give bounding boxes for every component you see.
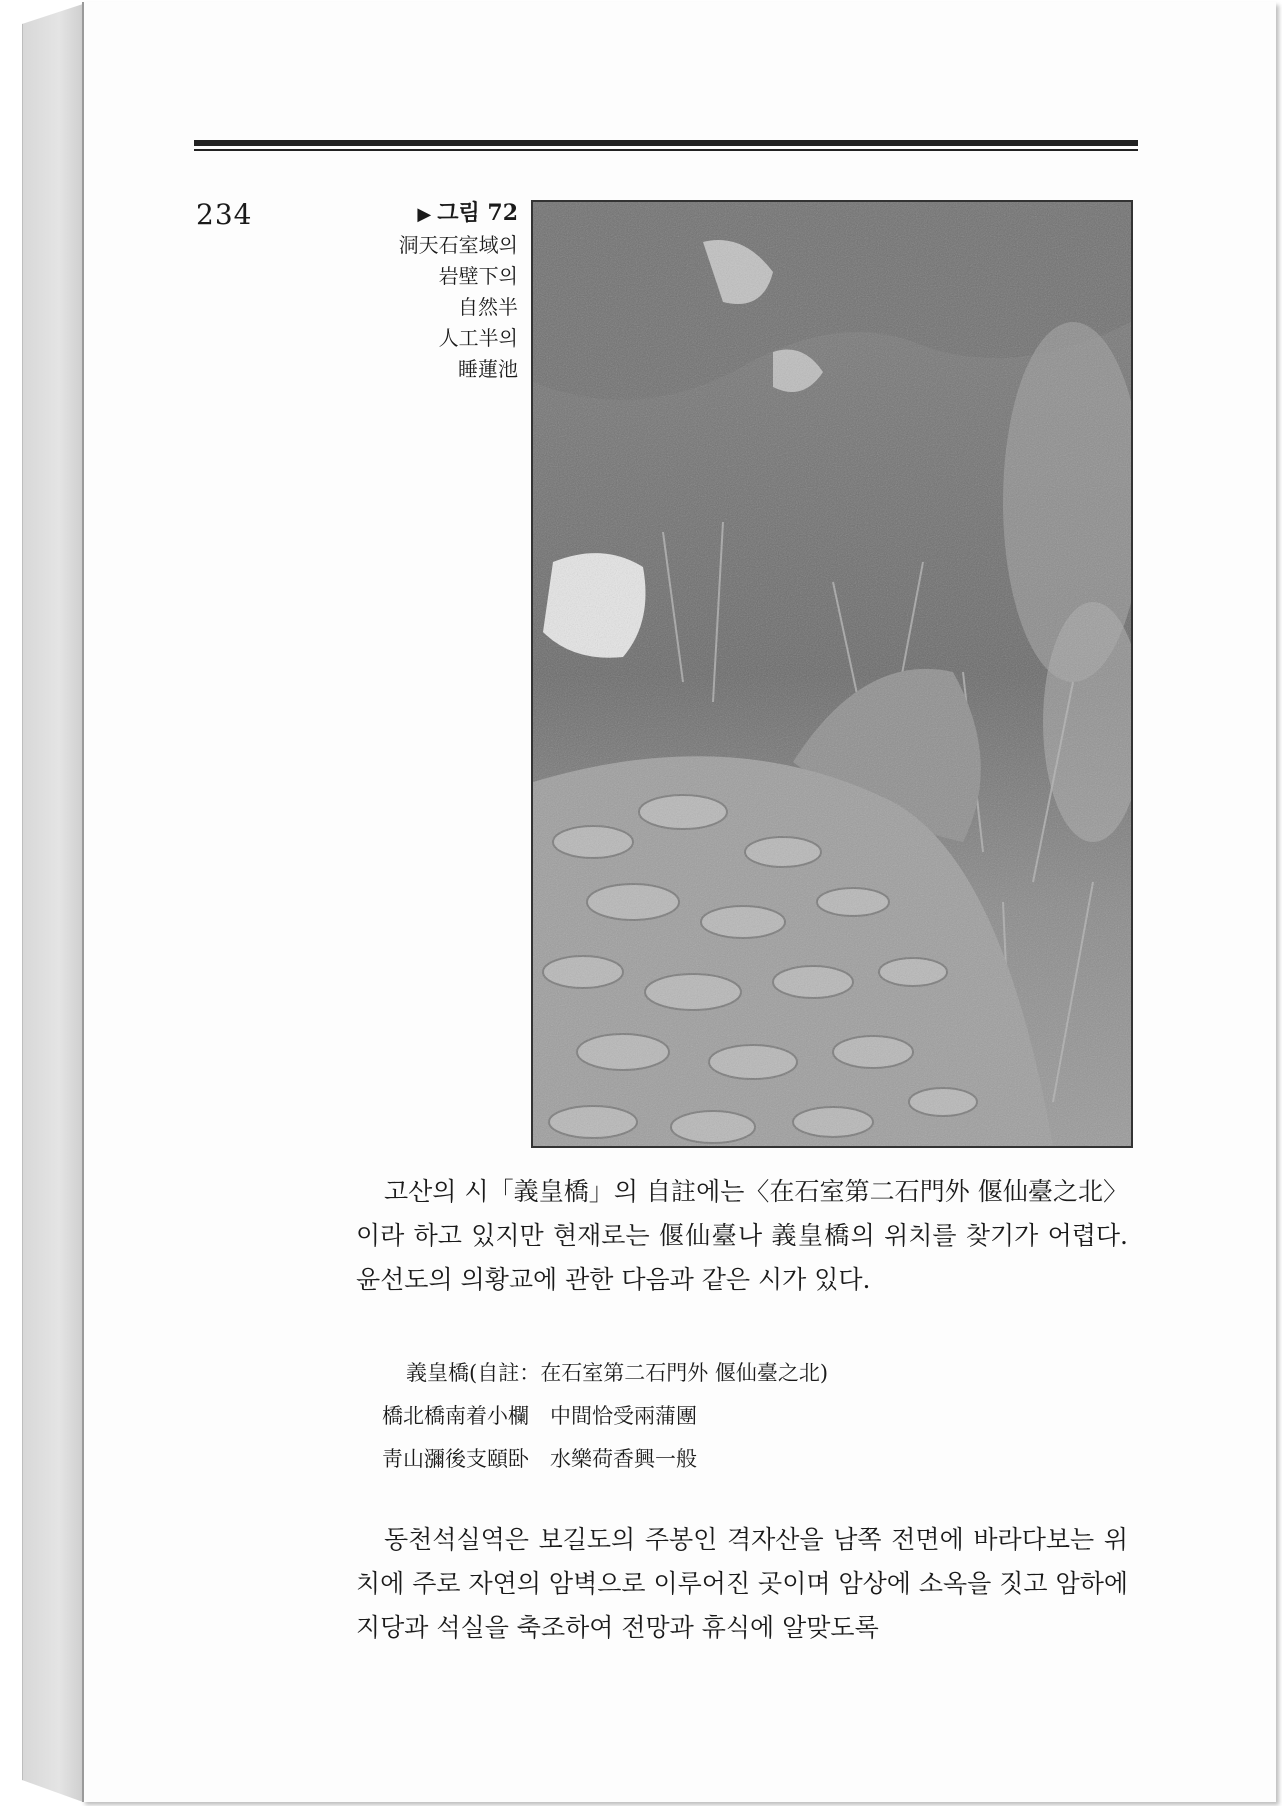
caption-line: 人工半의 — [438, 326, 518, 350]
paragraph-text: 고산의 시「義皇橋」의 自註에는〈在石室第二石門外 偃仙臺之北〉이라 하고 있지만 현재로는 偃仙臺나 義皇橋의 위치를 찾기가 어렵다. 윤선도의 의황교에 관한 다음과 같은 시가 있다. — [356, 1177, 1128, 1294]
book-spine — [22, 4, 83, 1802]
body-paragraph-1 — [356, 1170, 1128, 1302]
header-rule-thick — [194, 140, 1138, 146]
page-number: 234 — [196, 198, 253, 231]
figure-caption — [360, 198, 518, 385]
caption-line: 洞天石室域의 — [398, 233, 518, 257]
lotus-pond-photo — [531, 200, 1133, 1148]
figure-label — [360, 198, 518, 230]
poem-title: 義皇橋(自註：在石室第二石門外 偃仙臺之北) — [406, 1361, 829, 1385]
caption-line: 自然半 — [458, 295, 518, 319]
caption-line: 睡蓮池 — [458, 357, 518, 381]
caption-line: 岩壁下의 — [438, 264, 518, 288]
triangle-icon: ▶ — [417, 204, 432, 225]
poem-line: 橋北橋南着小欄 中間恰受兩蒲團 — [382, 1404, 697, 1428]
header-rule-thin — [194, 149, 1138, 151]
body-paragraph-2 — [356, 1518, 1128, 1650]
paragraph-text: 동천석실역은 보길도의 주봉인 격자산을 남쪽 전면에 바라다보는 위치에 주로 자연의 암벽으로 이루어진 곳이며 암상에 소옥을 짓고 암하에 지당과 석실을 축조하여 전망과 휴식에 알맞도록 — [356, 1525, 1128, 1642]
poem-block — [382, 1352, 828, 1481]
figure-label-text: 그림 72 — [437, 200, 518, 226]
poem-line: 靑山瀰後支頤卧 水樂荷香興一般 — [382, 1447, 697, 1471]
